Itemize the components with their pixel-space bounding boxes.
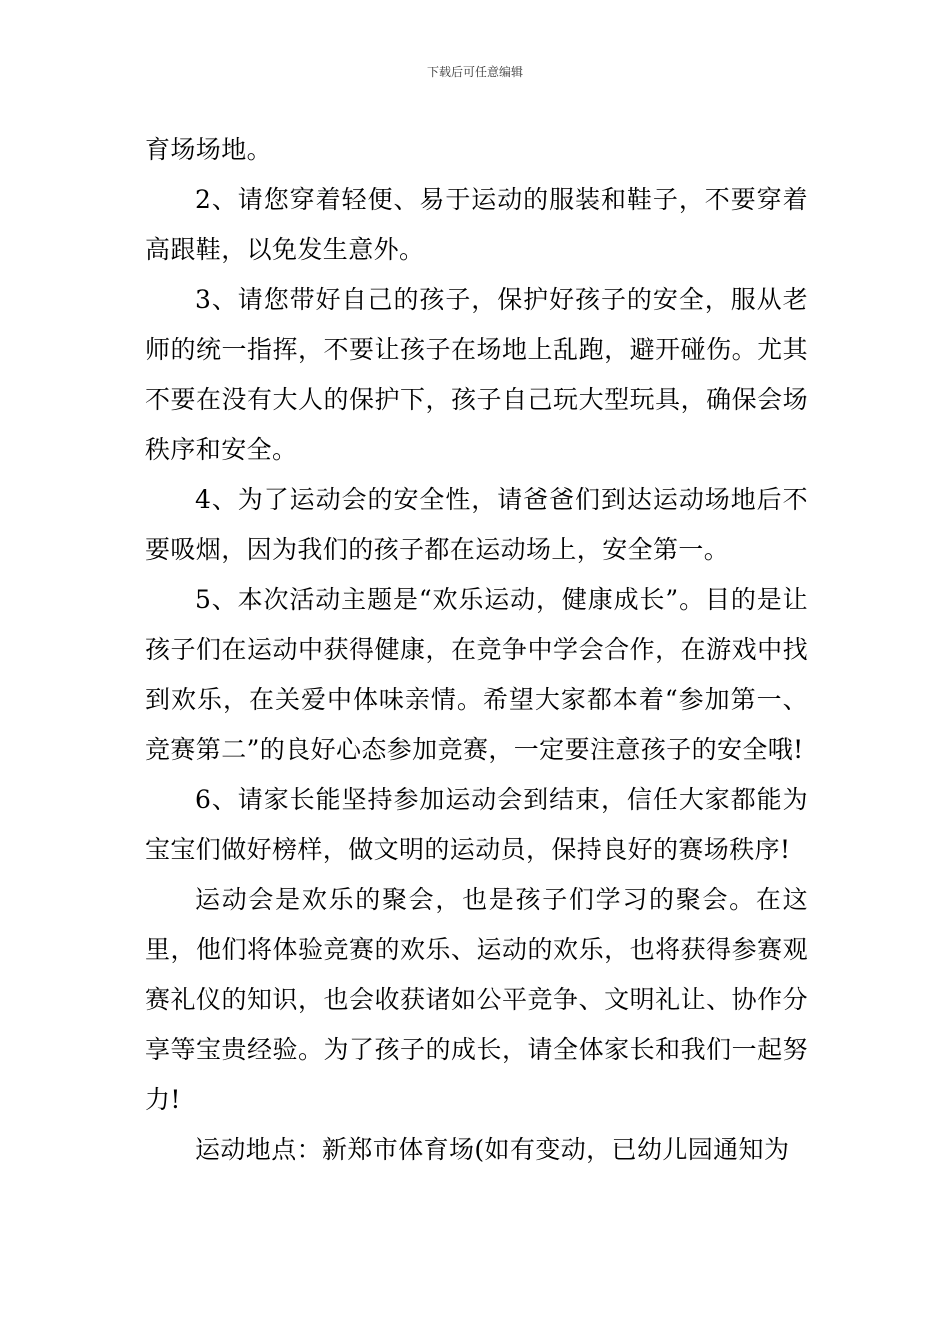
paragraph: 4、为了运动会的安全性，请爸爸们到达运动场地后不要吸烟，因为我们的孩子都在运动场上，安全第一。 (145, 485, 808, 564)
paragraph: 3、请您带好自己的孩子，保护好孩子的安全，服从老师的统一指挥，不要让孩子在场地上乱跑，避开碰伤。尤其不要在没有大人的保护下，孩子自己玩大型玩具，确保会场秩序和安全。 (145, 285, 808, 464)
paragraph: 2、请您穿着轻便、易于运动的服装和鞋子，不要穿着高跟鞋，以免发生意外。 (145, 185, 808, 264)
page-header: 下载后可任意编辑 (426, 65, 523, 79)
paragraph: 运动地点：新郑市体育场(如有变动，已幼儿园通知为 (195, 1135, 790, 1164)
paragraph: 6、请家长能坚持参加运动会到结束，信任大家都能为宝宝们做好榜样，做文明的运动员，保持良好的赛场秩序! (145, 785, 808, 864)
document-body (145, 125, 808, 1175)
paragraph: 运动会是欢乐的聚会，也是孩子们学习的聚会。在这里，他们将体验竞赛的欢乐、运动的欢乐，也将获得参赛观赛礼仪的知识，也会收获诸如公平竞争、文明礼让、协作分享等宝贵经验。为了孩子的成长，请全体家长和我们一起努力! (145, 885, 808, 1114)
paragraph: 育场场地。 (145, 135, 273, 164)
paragraph: 5、本次活动主题是“欢乐运动，健康成长”。目的是让孩子们在运动中获得健康，在竞争中学会合作，在游戏中找到欢乐，在关爱中体味亲情。希望大家都本着“参加第一、竞赛第二”的良好心态参加竞赛，一定要注意孩子的安全哦! (145, 585, 808, 764)
